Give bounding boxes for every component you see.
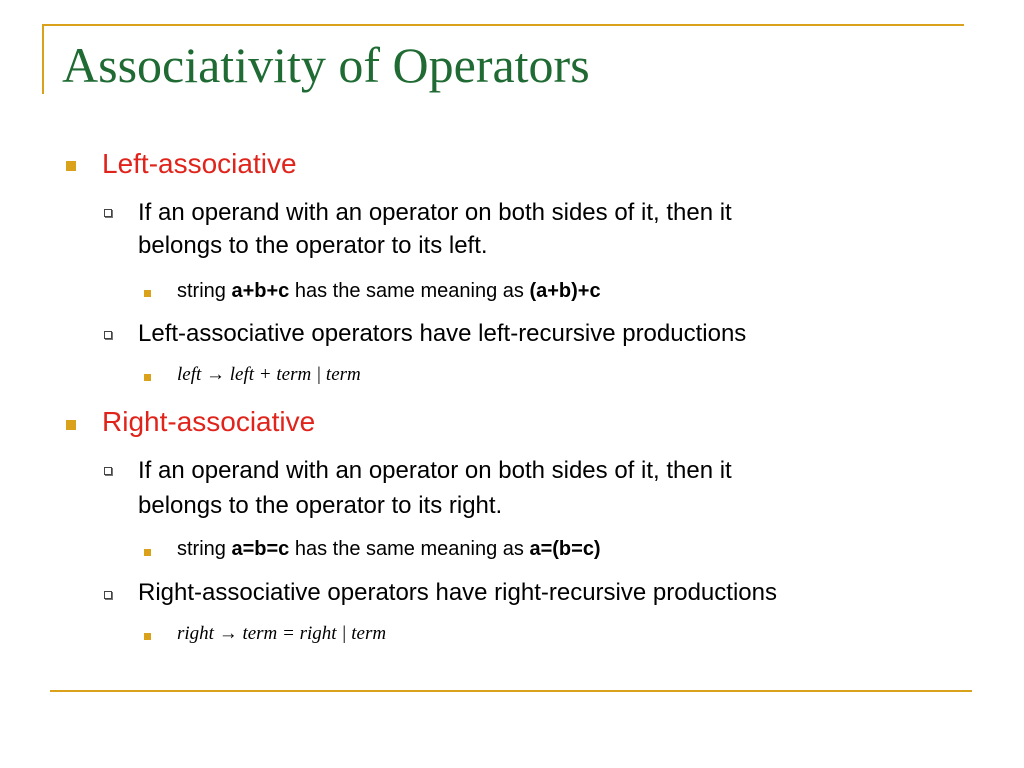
left-point1-line2: belongs to the operator to its left. <box>138 232 488 259</box>
left-example-expr: a+b+c <box>231 280 290 302</box>
arrow-icon: → <box>218 623 238 644</box>
left-production <box>177 364 361 386</box>
right-example-prefix: string <box>177 538 226 560</box>
right-production <box>177 623 386 645</box>
bullet-square-icon <box>66 161 76 171</box>
bullet-square-small-icon <box>144 549 151 556</box>
right-example-result: a=(b=c) <box>529 538 601 560</box>
slide-title: Associativity of Operators <box>62 37 590 93</box>
bullet-square-small-icon <box>144 374 151 381</box>
left-example-middle: has the same meaning as <box>294 280 524 302</box>
left-example <box>177 280 601 303</box>
right-example-middle: has the same meaning as <box>294 538 524 560</box>
bullet-square-small-icon <box>144 633 151 640</box>
heading-left-associative: Left-associative <box>102 148 297 179</box>
right-production-lhs: right <box>177 623 214 644</box>
right-production-rhs: term = right | term <box>242 623 387 644</box>
left-production-lhs: left <box>177 364 202 385</box>
right-point2: Right-associative operators have right-recursive productions <box>138 579 777 606</box>
bullet-box-icon <box>104 591 112 599</box>
arrow-icon: → <box>206 364 226 385</box>
bullet-square-small-icon <box>144 290 151 297</box>
left-production-rhs: left + term | term <box>229 364 361 385</box>
bullet-box-icon <box>104 331 112 339</box>
left-point2: Left-associative operators have left-recursive productions <box>138 320 747 347</box>
heading-right-associative: Right-associative <box>102 406 316 437</box>
right-point1-line2: belongs to the operator to its right. <box>138 492 503 519</box>
bullet-box-icon <box>104 467 112 475</box>
right-example-expr: a=b=c <box>231 538 290 560</box>
left-point1-line1: If an operand with an operator on both sides of it, then it <box>138 199 732 226</box>
bullet-square-icon <box>66 420 76 430</box>
bullet-box-icon <box>104 209 112 217</box>
right-example <box>177 538 601 561</box>
left-example-result: (a+b)+c <box>529 280 601 302</box>
left-example-prefix: string <box>177 280 226 302</box>
right-point1-line1: If an operand with an operator on both sides of it, then it <box>138 457 732 484</box>
